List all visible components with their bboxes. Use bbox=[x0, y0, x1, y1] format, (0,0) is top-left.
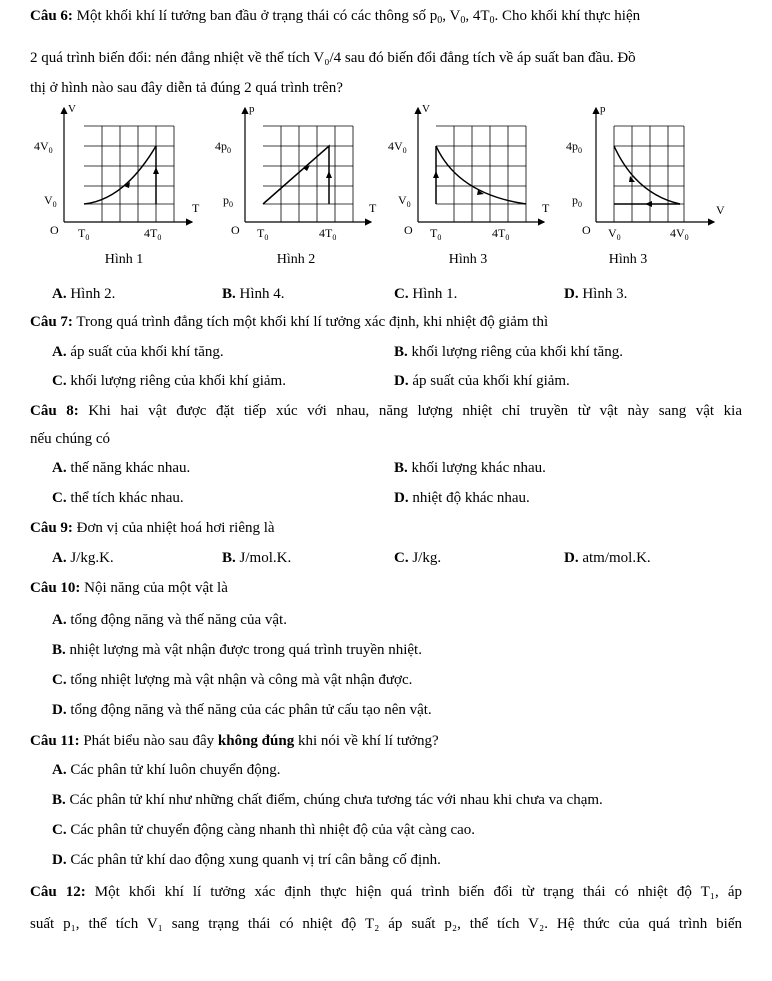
q11-stem: Câu 11: Phát biểu nào sau đây không đúng khi nói về khí lí tưởng? bbox=[30, 733, 439, 749]
figure-1-y-axis-label: V bbox=[68, 104, 76, 115]
q7-option-d[interactable]: D. áp suất của khối khí giảm. bbox=[394, 373, 570, 389]
figure-3-ybot: $V_0$ bbox=[398, 193, 411, 209]
q6-option-c[interactable]: C. Hình 1. bbox=[394, 286, 458, 302]
q6-line3: thị ở hình nào sau đây diễn tả đúng 2 quá trình trên? bbox=[30, 80, 343, 96]
q10-stem: Câu 10: Nội năng của một vật là bbox=[30, 580, 228, 596]
q9-option-c[interactable]: C. J/kg. bbox=[394, 550, 442, 566]
figure-4-y-axis-label: p bbox=[600, 104, 606, 115]
figure-4-origin: O bbox=[582, 223, 591, 237]
figure-4-xl: $V_0$ bbox=[608, 226, 621, 242]
figure-3-ytop: $4V_0$ bbox=[388, 139, 407, 155]
figure-3-caption: Hình 3 bbox=[448, 252, 488, 267]
figure-4-x-axis-label: V bbox=[716, 203, 725, 217]
q8-option-d[interactable]: D. nhiệt độ khác nhau. bbox=[394, 490, 530, 506]
q10-option-b[interactable]: B. nhiệt lượng mà vật nhận được trong quá trình truyền nhiệt. bbox=[52, 642, 422, 658]
q11-option-a[interactable]: A. Các phân tử khí luôn chuyển động. bbox=[52, 762, 281, 778]
figure-2-ytop: $4p_0$ bbox=[215, 139, 231, 155]
figure-3-x-axis-label: T bbox=[542, 201, 550, 215]
q8-option-b[interactable]: B. khối lượng khác nhau. bbox=[394, 460, 546, 476]
figure-4-ybot: $p_0$ bbox=[572, 193, 582, 209]
q6-option-a[interactable]: A. Hình 2. bbox=[52, 286, 116, 302]
q9-option-b[interactable]: B. J/mol.K. bbox=[222, 550, 292, 566]
q7-option-a[interactable]: A. áp suất của khối khí tăng. bbox=[52, 344, 224, 360]
figure-2-y-axis-label: p bbox=[249, 104, 255, 115]
figure-2-x-axis-label: T bbox=[369, 201, 377, 215]
q6-label: Câu 6: bbox=[30, 8, 73, 24]
figure-2-xr: $4T_0$ bbox=[319, 226, 337, 242]
figure-1-xr: $4T_0$ bbox=[144, 226, 162, 242]
q11-option-d[interactable]: D. Các phân tử khí dao động xung quanh vị trí cân bằng cố định. bbox=[52, 852, 441, 868]
q8-line1: Câu 8: Khi hai vật được đặt tiếp xúc với nhau, năng lượng nhiệt chỉ truyền từ vật này sang vật kia bbox=[30, 403, 742, 419]
figure-4-caption: Hình 3 bbox=[608, 252, 648, 267]
q6-figures bbox=[0, 104, 772, 274]
q6-option-b[interactable]: B. Hình 4. bbox=[222, 286, 285, 302]
q9-option-d[interactable]: D. atm/mol.K. bbox=[564, 550, 651, 566]
figure-1-origin: O bbox=[50, 223, 59, 237]
q6-option-d[interactable]: D. Hình 3. bbox=[564, 286, 628, 302]
q7-option-b[interactable]: B. khối lượng riêng của khối khí tăng. bbox=[394, 344, 623, 360]
q12-line2: suất p₁, thể tích V₁ sang trạng thái có nhiệt độ T₂ áp suất p₂, thể tích V₂. Hệ thức của quá trình biến bbox=[30, 916, 742, 932]
figure-3 bbox=[388, 104, 550, 242]
figure-2-caption: Hình 2 bbox=[276, 252, 316, 267]
figure-4-ytop: $4p_0$ bbox=[566, 139, 582, 155]
figure-1-caption: Hình 1 bbox=[104, 252, 144, 267]
figure-3-origin: O bbox=[404, 223, 413, 237]
q6-line2: 2 quá trình biến đổi: nén đẳng nhiệt về thể tích V₀/4 sau đó biến đổi đẳng tích về áp suất ban đầu. Đồ bbox=[30, 50, 636, 66]
q10-option-d[interactable]: D. tổng động năng và thế năng của các phân tử cấu tạo nên vật. bbox=[52, 702, 432, 718]
q10-option-c[interactable]: C. tổng nhiệt lượng mà vật nhận và công mà vật nhận được. bbox=[52, 672, 413, 688]
q11-option-c[interactable]: C. Các phân tử chuyển động càng nhanh thì nhiệt độ của vật càng cao. bbox=[52, 822, 476, 838]
figure-1-ybot: $V_0$ bbox=[44, 193, 57, 209]
q9-option-a[interactable]: A. J/kg.K. bbox=[52, 550, 114, 566]
figure-3-xl: $T_0$ bbox=[430, 226, 442, 242]
q8-line2: nếu chúng có bbox=[30, 431, 110, 447]
figure-4 bbox=[566, 104, 725, 242]
q12-line1: Câu 12: Một khối khí lí tưởng xác định thực hiện quá trình biến đổi từ trạng thái có nhiệt độ T₁, áp bbox=[30, 884, 742, 900]
q7-option-c[interactable]: C. khối lượng riêng của khối khí giảm. bbox=[52, 373, 286, 389]
q8-option-c[interactable]: C. thể tích khác nhau. bbox=[52, 490, 184, 506]
figure-2-ybot: $p_0$ bbox=[223, 193, 233, 209]
figure-2-xl: $T_0$ bbox=[257, 226, 269, 242]
figure-4-xr: $4V_0$ bbox=[670, 226, 689, 242]
q10-option-a[interactable]: A. tổng động năng và thế năng của vật. bbox=[52, 612, 287, 628]
q6-line1: Câu 6: Một khối khí lí tưởng ban đầu ở trạng thái có các thông số $p_0$, $V_0$, $4T_0$. Cho khối khí thực hiện bbox=[30, 8, 641, 26]
q8-option-a[interactable]: A. thế năng khác nhau. bbox=[52, 460, 191, 476]
figure-1-ytop: $4V_0$ bbox=[34, 139, 53, 155]
figure-2 bbox=[215, 104, 377, 242]
q7-stem: Câu 7: Trong quá trình đẳng tích một khối khí lí tưởng xác định, khi nhiệt độ giảm thì bbox=[30, 314, 549, 330]
figure-3-xr: $4T_0$ bbox=[492, 226, 510, 242]
q9-stem: Câu 9: Đơn vị của nhiệt hoá hơi riêng là bbox=[30, 520, 275, 536]
figure-2-origin: O bbox=[231, 223, 240, 237]
figure-1-xl: $T_0$ bbox=[78, 226, 90, 242]
q11-option-b[interactable]: B. Các phân tử khí như những chất điểm, chúng chưa tương tác với nhau khi chưa va chạm. bbox=[52, 792, 603, 808]
figure-1 bbox=[34, 104, 200, 242]
figure-1-x-axis-label: T bbox=[192, 201, 200, 215]
figure-3-y-axis-label: V bbox=[422, 104, 430, 115]
